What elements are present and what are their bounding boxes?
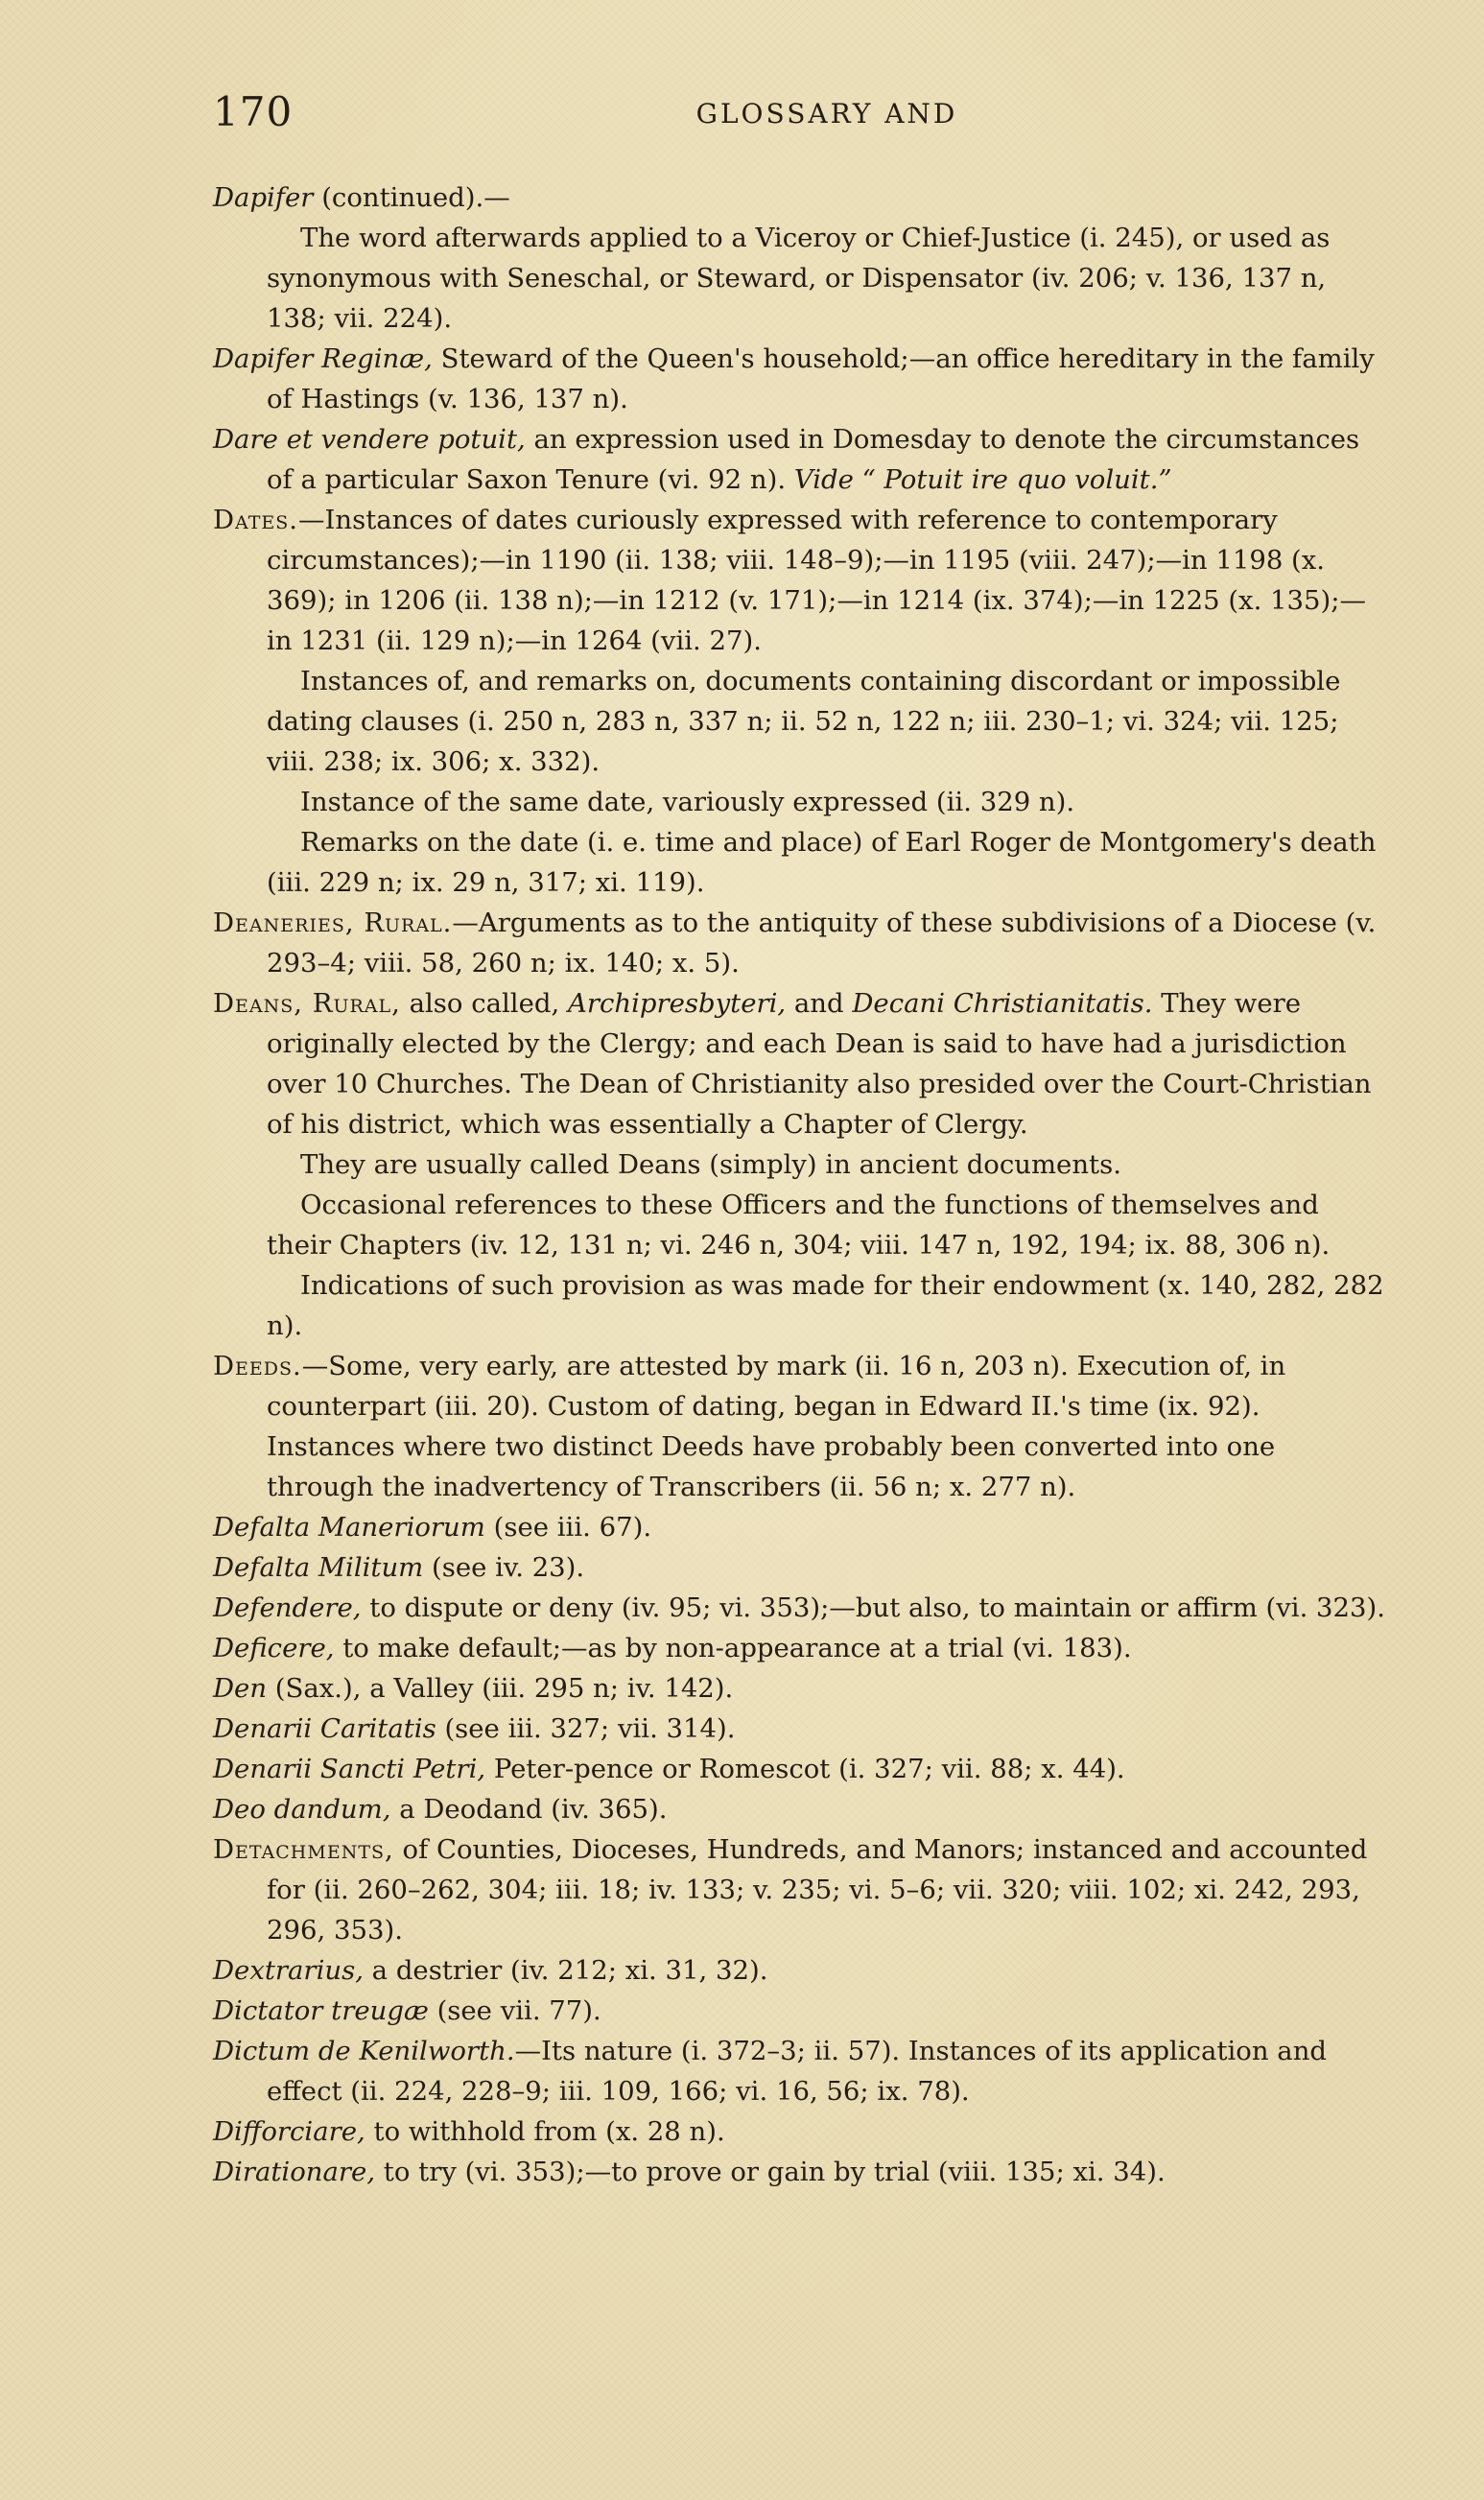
entry-dictator-treugae [213, 1991, 1388, 2031]
headword: Denarii Sancti Petri, [213, 1754, 486, 1784]
headword: Detachments, [213, 1834, 394, 1865]
entry-deans-rural [213, 983, 1388, 1144]
entry-paragraph: They are usually called Deans (simply) in ancient documents. [300, 1149, 1121, 1180]
cross-reference: Vide “ Potuit ire quo voluit.” [793, 464, 1172, 495]
entry-text: Steward of the Queen's household;—an office hereditary in the family of Hastings (v. 136, 137 n). [267, 343, 1375, 414]
entry-deeds [213, 1346, 1388, 1507]
entry-defendere [213, 1588, 1388, 1628]
entry-text: They were originally elected by the Clergy; and each Dean is said to have had a jurisdiction over 10 Churches. The Dean of Christianity also presided over the Court-Christian of his district, which was essentially a Chapter of Clergy. [267, 988, 1372, 1140]
page-number: 170 [213, 88, 294, 135]
headword: Dapifer Reginæ, [213, 343, 433, 374]
entry-text: Peter-pence or Romescot (i. 327; vii. 88; x. 44). [485, 1754, 1125, 1784]
entry-text: to make default;—as by non-appearance at a trial (vi. 183). [334, 1633, 1132, 1663]
entry-text: and [786, 988, 853, 1019]
headword: Deans, Rural, [213, 988, 401, 1019]
entry-text: (see iv. 23). [423, 1552, 585, 1583]
running-head: GLOSSARY AND [695, 98, 958, 130]
entry-den [213, 1668, 1388, 1709]
entry-text: an expression used in Domesday to denote the circumstances of a particular Saxon Tenure (vi. 92 n). [267, 424, 1360, 495]
entry-defalta-militum [213, 1547, 1388, 1588]
headword: Den [213, 1673, 268, 1704]
entry-dare-et-vendere [213, 419, 1388, 500]
entry-dictum-de-kenilworth [213, 2031, 1388, 2111]
entry-text: a destrier (iv. 212; xi. 31, 32). [363, 1955, 768, 1986]
entry-text: to dispute or deny (iv. 95; vi. 353);—but also, to maintain or affirm (vi. 323). [361, 1592, 1386, 1623]
headword: Defalta Maneriorum [213, 1512, 485, 1543]
entry-text: (Sax.), a Valley (iii. 295 n; iv. 142). [267, 1673, 734, 1704]
entry-deaneries-rural [213, 903, 1388, 983]
entry-paragraph: The word afterwards applied to a Viceroy or Chief-Justice (i. 245), or used as synonymous with Seneschal, or Steward, or Dispensator (iv. 206; v. 136, 137 n, 138; vii. 224). [267, 223, 1331, 334]
entry-deficere [213, 1628, 1388, 1668]
entry-text: (see iii. 67). [484, 1512, 652, 1543]
entry-text: —Instances of dates curiously expressed with reference to contemporary circumstances);—in 1190 (ii. 138; viii. 148–9);—in 1195 (viii. 247);—in 1198 (x. 369); in 1206 (ii. 138 n);—in 1212 (v. 171);—in 1214 (ix. 374);—in 1225 (x. 135);—in 1231 (ii. 129 n);—in 1264 (vii. 27). [267, 505, 1367, 656]
entry-text: to withhold from (x. 28 n). [365, 2116, 725, 2147]
entry-paragraph: Occasional references to these Officers and the functions of themselves and their Chapters (iv. 12, 131 n; vi. 246 n, 304; viii. 147 n, 192, 194; ix. 88, 306 n). [267, 1190, 1331, 1261]
entry-denarii-caritatis [213, 1709, 1388, 1749]
entry-defalta-maneriorum [213, 1507, 1388, 1547]
entry-dextrarius [213, 1950, 1388, 1991]
headword: Dictum de Kenilworth. [213, 2036, 515, 2066]
headword: Dextrarius, [213, 1955, 364, 1986]
headword: Defalta Militum [213, 1552, 424, 1583]
entry-paragraph: Instance of the same date, variously expressed (ii. 329 n). [300, 787, 1075, 817]
headword: Deeds. [213, 1351, 302, 1381]
entry-text: of Counties, Dioceses, Hundreds, and Manors; instanced and accounted for (ii. 260–262, 304; iii. 18; iv. 133; v. 235; vi. 5–6; vii. 320; viii. 102; xi. 242, 293, 296, 353). [267, 1834, 1368, 1946]
entry-text: —Some, very early, are attested by mark (ii. 16 n, 203 n). Execution of, in counterpart (iii. 20). Custom of dating, began in Edward II.'s time (ix. 92). Instances where two distinct Deeds have probably been converted into one through the inadvertency of Transcribers (ii. 56 n; x. 277 n). [267, 1351, 1286, 1502]
entry-text: (see iii. 327; vii. 314). [436, 1713, 736, 1744]
entry-paragraph: Remarks on the date (i. e. time and place) of Earl Roger de Montgomery's death (iii. 229 n; ix. 29 n, 317; xi. 119). [267, 827, 1377, 898]
entry-difforciare [213, 2111, 1388, 2152]
entry-paragraph: Instances of, and remarks on, documents containing discordant or impossible dating clauses (i. 250 n, 283 n, 337 n; ii. 52 n, 122 n; iii. 230–1; vi. 324; vii. 125; viii. 238; ix. 306; x. 332). [267, 666, 1341, 777]
entry-denarii-sancti-petri [213, 1749, 1388, 1789]
headword: Defendere, [213, 1592, 362, 1623]
headword: Difforciare, [213, 2116, 365, 2147]
entry-dapifer-reginae [213, 339, 1388, 419]
entry-text: (see vii. 77). [428, 1995, 601, 2026]
entry-text: —Arguments as to the antiquity of these subdivisions of a Diocese (v. 293–4; viii. 58, 260 n; ix. 140; x. 5). [267, 908, 1377, 979]
headword: Dates. [213, 505, 299, 535]
entry-dapifer [213, 177, 1388, 218]
entry-text: also called, [400, 988, 568, 1019]
page-header [213, 88, 1383, 146]
entry-text: —Its nature (i. 372–3; ii. 57). Instances of its application and effect (ii. 224, 228–9; iii. 109, 166; vi. 16, 56; ix. 78). [267, 2036, 1328, 2107]
headword: Deo dandum, [213, 1794, 391, 1825]
glossary-content [213, 177, 1388, 2192]
entry-dirationare [213, 2152, 1388, 2192]
headword: Deaneries, Rural. [213, 908, 453, 938]
entry-text: a Deodand (iv. 365). [390, 1794, 668, 1825]
entry-text: (continued).— [313, 182, 510, 213]
entry-dates [213, 500, 1388, 661]
headword: Denarii Caritatis [213, 1713, 436, 1744]
entry-text: to try (vi. 353);—to prove or gain by trial (viii. 135; xi. 34). [375, 2157, 1166, 2187]
headword: Dapifer [213, 182, 314, 213]
latin-term: Decani Christianitatis. [852, 988, 1153, 1019]
entry-deo-dandum [213, 1789, 1388, 1829]
latin-term: Archipresbyteri, [567, 988, 787, 1019]
headword: Dare et vendere potuit, [213, 424, 526, 455]
headword: Dictator treugæ [213, 1995, 429, 2026]
entry-detachments [213, 1829, 1388, 1950]
headword: Dirationare, [213, 2157, 376, 2187]
entry-paragraph: Indications of such provision as was made for their endowment (x. 140, 282, 282 n). [267, 1270, 1384, 1341]
headword: Deficere, [213, 1633, 335, 1663]
